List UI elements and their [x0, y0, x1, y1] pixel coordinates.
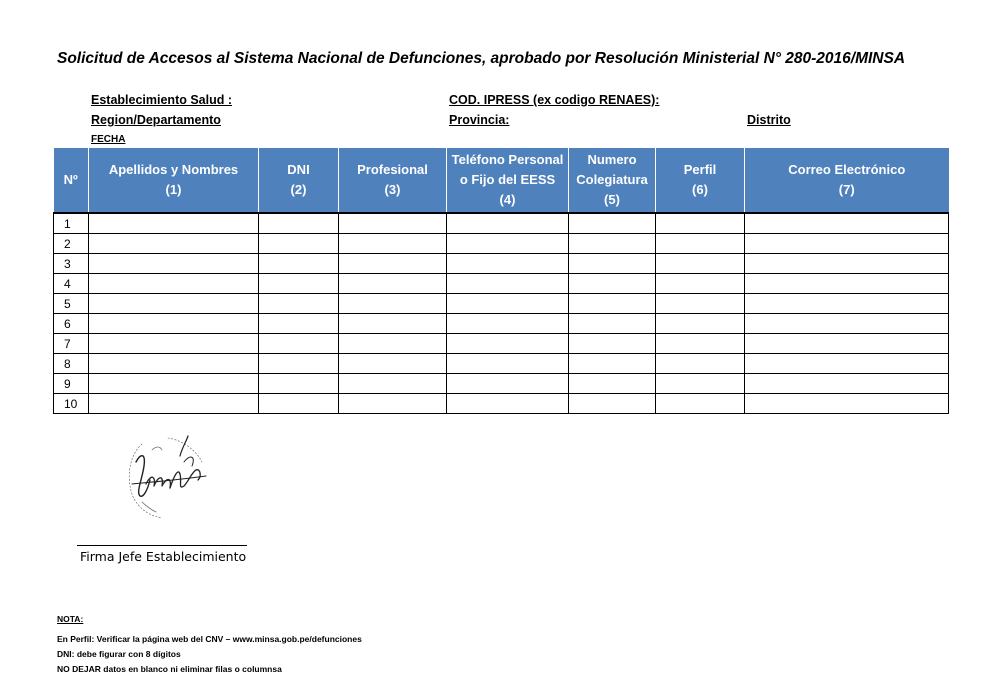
table-row: [54, 234, 949, 254]
correo-cell[interactable]: [745, 254, 949, 274]
row-number: 10: [54, 394, 89, 414]
dni-cell[interactable]: [259, 354, 339, 374]
table-row: [54, 213, 949, 234]
dni-cell[interactable]: [259, 213, 339, 234]
correo-cell[interactable]: [745, 294, 949, 314]
provincia-label: Provincia:: [449, 113, 510, 127]
column-header-correo: Correo Electrónico (7): [745, 148, 949, 213]
apellidos-cell[interactable]: [89, 294, 259, 314]
perfil-cell[interactable]: [656, 354, 745, 374]
correo-cell[interactable]: [745, 213, 949, 234]
profesional-cell[interactable]: [339, 274, 447, 294]
row-number: 5: [54, 294, 89, 314]
dni-cell[interactable]: [259, 274, 339, 294]
telefono-cell[interactable]: [447, 354, 569, 374]
row-number: 2: [54, 234, 89, 254]
note-perfil: En Perfil: Verificar la página web del CNV – www.minsa.gob.pe/defunciones: [57, 634, 362, 644]
colegiatura-cell[interactable]: [569, 354, 656, 374]
establecimiento-label: Establecimiento Salud :: [91, 93, 233, 107]
telefono-cell[interactable]: [447, 394, 569, 414]
colegiatura-cell[interactable]: [569, 294, 656, 314]
apellidos-cell[interactable]: [89, 374, 259, 394]
table-row: [54, 394, 949, 414]
telefono-cell[interactable]: [447, 254, 569, 274]
apellidos-cell[interactable]: [89, 213, 259, 234]
perfil-cell[interactable]: [656, 334, 745, 354]
column-header-colegiatura: Numero Colegiatura (5): [569, 148, 656, 213]
colegiatura-cell[interactable]: [569, 314, 656, 334]
colegiatura-cell[interactable]: [569, 254, 656, 274]
profesional-cell[interactable]: [339, 213, 447, 234]
apellidos-cell[interactable]: [89, 274, 259, 294]
correo-cell[interactable]: [745, 374, 949, 394]
colegiatura-cell[interactable]: [569, 334, 656, 354]
apellidos-cell[interactable]: [89, 254, 259, 274]
column-header-perfil: Perfil (6): [656, 148, 745, 213]
profesional-cell[interactable]: [339, 294, 447, 314]
perfil-cell[interactable]: [656, 314, 745, 334]
column-header-profesional: Profesional (3): [339, 148, 447, 213]
row-number: 9: [54, 374, 89, 394]
handwritten-signature: [122, 432, 212, 524]
dni-cell[interactable]: [259, 394, 339, 414]
dni-cell[interactable]: [259, 374, 339, 394]
access-request-table: [53, 148, 949, 414]
correo-cell[interactable]: [745, 234, 949, 254]
perfil-cell[interactable]: [656, 294, 745, 314]
fecha-label: FECHA: [91, 134, 126, 145]
profesional-cell[interactable]: [339, 254, 447, 274]
profesional-cell[interactable]: [339, 394, 447, 414]
row-number: 1: [54, 213, 89, 234]
row-number: 7: [54, 334, 89, 354]
table-row: [54, 274, 949, 294]
note-dni: DNI: debe figurar con 8 dígitos: [57, 649, 181, 659]
colegiatura-cell[interactable]: [569, 213, 656, 234]
column-header-telefono: Teléfono Personal o Fijo del EESS (4): [447, 148, 569, 213]
column-header-dni: DNI (2): [259, 148, 339, 213]
perfil-cell[interactable]: [656, 234, 745, 254]
dni-cell[interactable]: [259, 334, 339, 354]
telefono-cell[interactable]: [447, 374, 569, 394]
telefono-cell[interactable]: [447, 334, 569, 354]
perfil-cell[interactable]: [656, 254, 745, 274]
profesional-cell[interactable]: [339, 334, 447, 354]
distrito-label: Distrito: [747, 113, 791, 127]
apellidos-cell[interactable]: [89, 234, 259, 254]
colegiatura-cell[interactable]: [569, 374, 656, 394]
perfil-cell[interactable]: [656, 213, 745, 234]
correo-cell[interactable]: [745, 274, 949, 294]
correo-cell[interactable]: [745, 394, 949, 414]
telefono-cell[interactable]: [447, 234, 569, 254]
profesional-cell[interactable]: [339, 374, 447, 394]
dni-cell[interactable]: [259, 294, 339, 314]
dni-cell[interactable]: [259, 254, 339, 274]
profesional-cell[interactable]: [339, 314, 447, 334]
column-header-number: Nº: [54, 148, 89, 213]
row-number: 6: [54, 314, 89, 334]
telefono-cell[interactable]: [447, 213, 569, 234]
apellidos-cell[interactable]: [89, 334, 259, 354]
colegiatura-cell[interactable]: [569, 234, 656, 254]
colegiatura-cell[interactable]: [569, 394, 656, 414]
table-row: [54, 254, 949, 274]
correo-cell[interactable]: [745, 334, 949, 354]
notes-title: NOTA:: [57, 614, 84, 624]
table-header-row: [54, 148, 949, 213]
row-number: 3: [54, 254, 89, 274]
table-row: [54, 314, 949, 334]
apellidos-cell[interactable]: [89, 354, 259, 374]
signature-line: [77, 545, 247, 546]
colegiatura-cell[interactable]: [569, 274, 656, 294]
apellidos-cell[interactable]: [89, 314, 259, 334]
column-header-apellidos-nombres: Apellidos y Nombres (1): [89, 148, 259, 213]
note-no-blank: NO DEJAR datos en blanco ni eliminar filas o columnsa: [57, 664, 282, 674]
telefono-cell[interactable]: [447, 314, 569, 334]
telefono-cell[interactable]: [447, 274, 569, 294]
row-number: 4: [54, 274, 89, 294]
perfil-cell[interactable]: [656, 394, 745, 414]
table-row: [54, 354, 949, 374]
table-row: [54, 374, 949, 394]
correo-cell[interactable]: [745, 314, 949, 334]
table-row: [54, 334, 949, 354]
row-number: 8: [54, 354, 89, 374]
table-row: [54, 294, 949, 314]
correo-cell[interactable]: [745, 354, 949, 374]
perfil-cell[interactable]: [656, 274, 745, 294]
signature-label: Firma Jefe Establecimiento: [80, 549, 247, 564]
dni-cell[interactable]: [259, 314, 339, 334]
telefono-cell[interactable]: [447, 294, 569, 314]
document-title: Solicitud de Accesos al Sistema Nacional de Defunciones, aprobado por Resolución Ministerial N° 280-2016/MINSA: [57, 50, 906, 67]
region-label: Region/Departamento: [91, 113, 221, 127]
profesional-cell[interactable]: [339, 354, 447, 374]
apellidos-cell[interactable]: [89, 394, 259, 414]
profesional-cell[interactable]: [339, 234, 447, 254]
perfil-cell[interactable]: [656, 374, 745, 394]
dni-cell[interactable]: [259, 234, 339, 254]
cod-ipress-label: COD. IPRESS (ex codigo RENAES):: [449, 93, 660, 107]
